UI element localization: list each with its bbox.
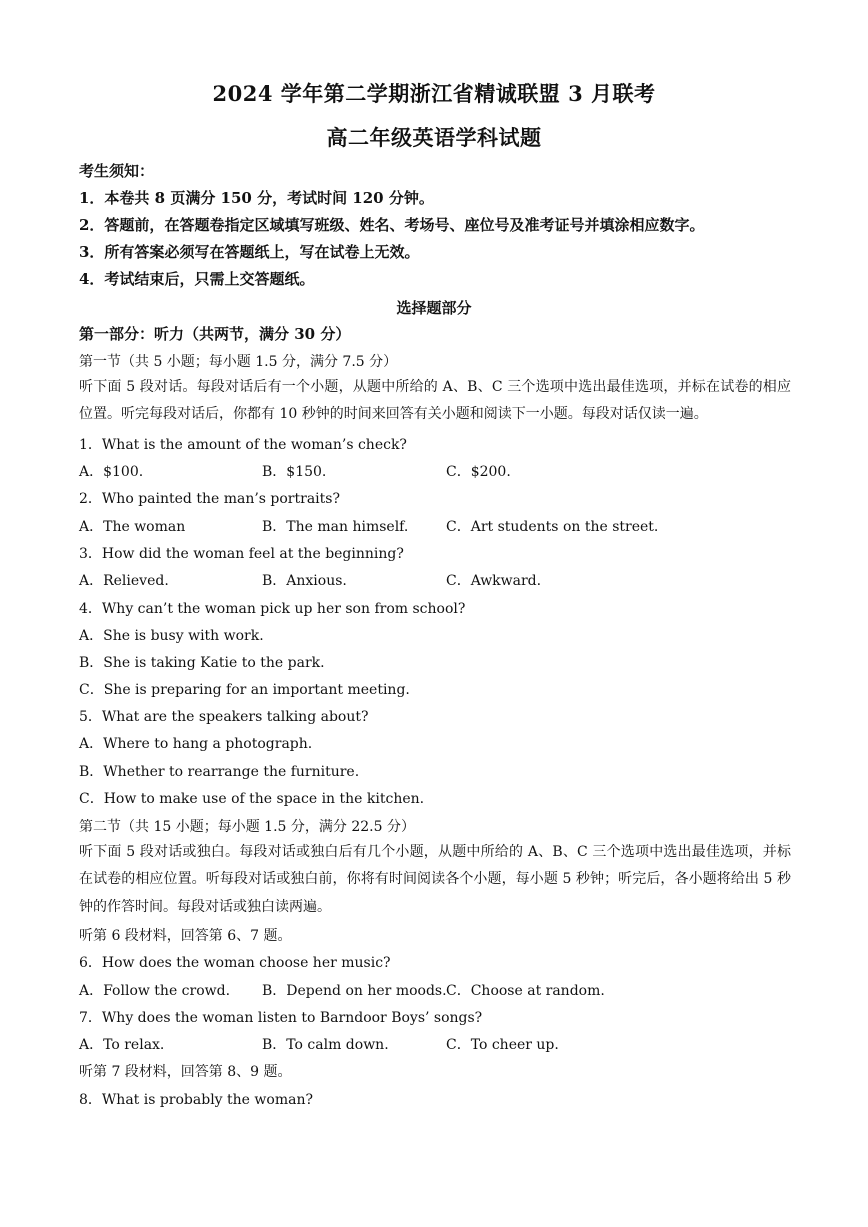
material-7-note: 听第 7 段材料，回答第 8、9 题。: [79, 1064, 292, 1080]
notice-item: 3．所有答案必须写在答题纸上，写在试卷上无效。: [79, 243, 420, 261]
question-1-option-b: B．$150.: [262, 464, 327, 480]
question-2-option-a: A．The woman: [79, 519, 186, 535]
section2-instructions: 听下面 5 段对话或独白。每段对话或独白后有几个小题，从题中所给的 A、B、C 三个选项中选出最佳选项，并标在试卷的相应位置。听每段对话或独白前，你将有时间阅读各个小题，每小题 5 秒钟；听完后，各小题将给出 5 秒钟的作答时间。每段对话或独白读两遍。: [79, 844, 791, 915]
question-1-option-a: A．$100.: [79, 464, 144, 480]
question-3-stem: 3．How did the woman feel at the beginning?: [79, 546, 404, 562]
question-6-option-c: C．Choose at random.: [446, 983, 605, 999]
question-1-option-c: C．$200.: [446, 464, 511, 480]
section2-heading: 第二节（共 15 小题；每小题 1.5 分，满分 22.5 分）: [79, 819, 415, 835]
question-7-option-b: B．To calm down.: [262, 1037, 389, 1053]
question-7-option-a: A．To relax.: [79, 1037, 165, 1053]
material-6-note: 听第 6 段材料，回答第 6、7 题。: [79, 928, 292, 944]
question-4-option-a: A．She is busy with work.: [79, 628, 264, 644]
exam-title: 2024 学年第二学期浙江省精诚联盟 3 月联考: [212, 81, 656, 106]
question-3-option-a: A．Relieved.: [79, 573, 169, 589]
notice-item: 2．答题前，在答题卷指定区域填写班级、姓名、考场号、座位号及准考证号并填涂相应数字。: [79, 216, 705, 234]
question-7-stem: 7．Why does the woman listen to Barndoor Boys’ songs?: [79, 1010, 483, 1026]
question-4-option-b: B．She is taking Katie to the park.: [79, 655, 325, 671]
question-8-stem: 8．What is probably the woman?: [79, 1092, 313, 1108]
question-5-stem: 5．What are the speakers talking about?: [79, 709, 369, 725]
question-3-option-c: C．Awkward.: [446, 573, 542, 589]
question-2-option-b: B．The man himself.: [262, 519, 409, 535]
question-4-option-c: C．She is preparing for an important meeting.: [79, 682, 410, 698]
notice-item: 4．考试结束后，只需上交答题纸。: [79, 270, 315, 288]
notice-item: 1．本卷共 8 页满分 150 分，考试时间 120 分钟。: [79, 189, 434, 207]
question-2-option-c: C．Art students on the street.: [446, 519, 659, 535]
question-2-stem: 2．Who painted the man’s portraits?: [79, 491, 340, 507]
section-title: 选择题部分: [396, 299, 472, 317]
section1-heading: 第一节（共 5 小题；每小题 1.5 分，满分 7.5 分）: [79, 354, 398, 370]
question-4-stem: 4．Why can’t the woman pick up her son from school?: [79, 601, 466, 617]
question-6-stem: 6．How does the woman choose her music?: [79, 955, 391, 971]
question-5-option-c: C．How to make use of the space in the kitchen.: [79, 791, 425, 807]
question-5-option-b: B．Whether to rearrange the furniture.: [79, 764, 360, 780]
question-5-option-a: A．Where to hang a photograph.: [79, 736, 313, 752]
exam-subtitle: 高二年级英语学科试题: [326, 125, 542, 150]
question-3-option-b: B．Anxious.: [262, 573, 347, 589]
section1-instructions: 听下面 5 段对话。每段对话后有一个小题，从题中所给的 A、B、C 三个选项中选出最佳选项，并标在试卷的相应位置。听完每段对话后，你都有 10 秒钟的时间来回答有关小题和阅读下一小题。每段对话仅读一遍。: [79, 379, 791, 423]
question-7-option-c: C．To cheer up.: [446, 1037, 559, 1053]
notice-heading: 考生须知：: [79, 162, 155, 180]
question-1-stem: 1．What is the amount of the woman’s check?: [79, 437, 407, 453]
question-6-option-b: B．Depend on her moods.: [262, 983, 447, 999]
part1-title: 第一部分：听力（共两节，满分 30 分）: [79, 325, 351, 343]
question-6-option-a: A．Follow the crowd.: [79, 983, 231, 999]
